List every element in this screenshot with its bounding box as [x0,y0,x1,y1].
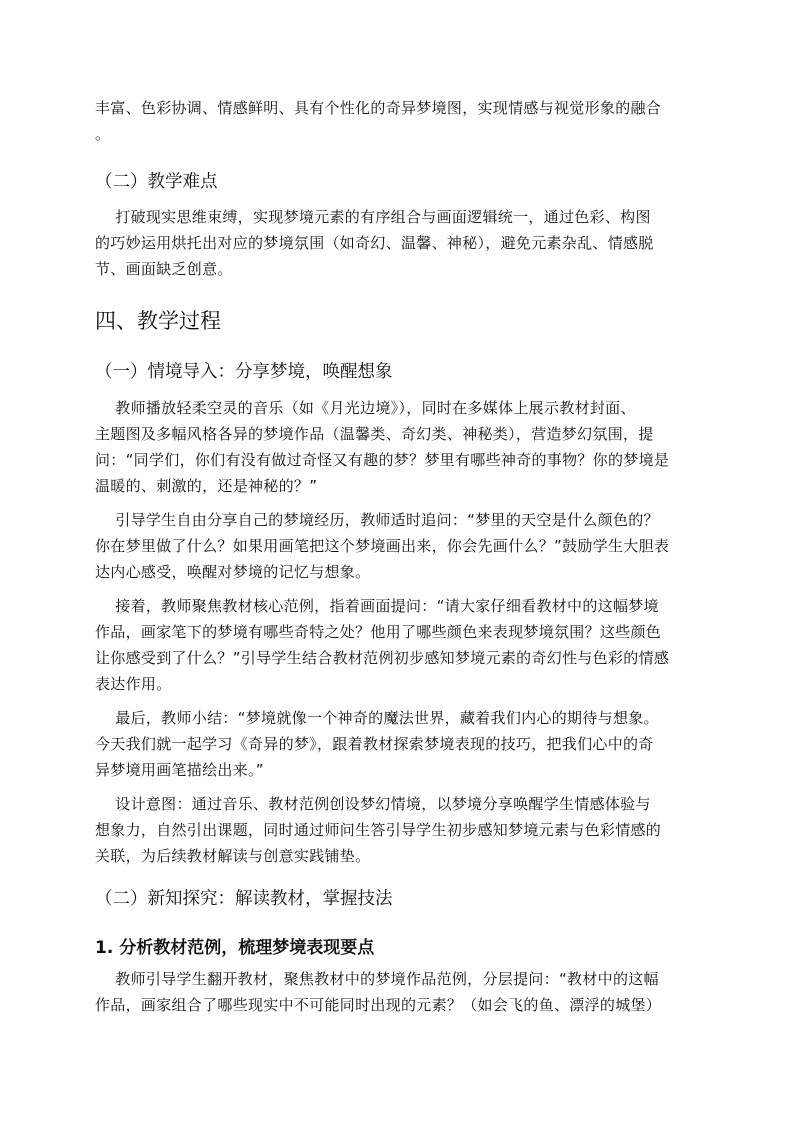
text-line: 。 [95,125,111,143]
heading-analyze-examples: 1. 分析教材范例，梳理梦境表现要点 [95,938,375,958]
paragraph-summary [95,705,705,783]
text-line: 接着，教师聚焦教材核心范例，指着画面提问：“请大家仔细看教材中的这幅梦境 [95,597,659,615]
text-line: 节、画面缺乏创意。 [95,260,233,278]
text-line: 设计意图：通过音乐、教材范例创设梦幻情境，以梦境分享唤醒学生情感体验与 [95,795,651,813]
text-line: 丰富、色彩协调、情感鲜明、具有个性化的奇异梦境图，实现情感与视觉形象的融合 [95,99,662,117]
text-line: 主题图及多幅风格各异的梦境作品（温馨类、奇幻类、神秘类），营造梦幻氛围，提 [95,425,654,443]
text-line: 作品，画家笔下的梦境有哪些奇特之处？他用了哪些颜色来表现梦境氛围？这些颜色 [95,623,662,641]
intro-paragraph [95,95,705,147]
text-line: 异梦境用画笔描绘出来。” [95,761,264,779]
paragraph-music-intro [95,395,705,499]
text-line: 今天我们就一起学习《奇异的梦》，跟着教材探索梦境表现的技巧，把我们心中的奇 [95,735,654,753]
text-line: 的巧妙运用烘托出对应的梦境氛围（如奇幻、温馨、神秘），避免元素杂乱、情感脱 [95,234,654,252]
text-line: 教师引导学生翻开教材，聚焦教材中的梦境作品范例，分层提问：“教材中的这幅 [95,970,659,988]
text-line: 作品，画家组合了哪些现实中不可能同时出现的元素？（如会飞的鱼、漂浮的城堡） [95,996,662,1014]
paragraph-design-intent [95,791,705,869]
paragraph-analyze [95,966,705,1018]
text-line: 达内心感受，唤醒对梦境的记忆与想象。 [95,563,371,581]
text-line: 教师播放轻柔空灵的音乐（如《月光边境》），同时在多媒体上展示教材封面、 [95,399,636,417]
paragraph-share-dreams [95,507,705,585]
text-line: 问：“同学们，你们有没有做过奇怪又有趣的梦？梦里有哪些神奇的事物？你的梦境是 [95,451,670,469]
text-line: 关联，为后续教材解读与创意实践铺垫。 [95,847,371,865]
heading-new-knowledge: （二）新知探究：解读教材，掌握技法 [95,889,393,909]
text-line: 引导学生自由分享自己的梦境经历，教师适时追问：“梦里的天空是什么颜色的？ [95,511,659,529]
text-line: 表达作用。 [95,675,172,693]
heading-situation-intro: （一）情境导入：分享梦境，唤醒想象 [95,362,393,382]
text-line: 最后，教师小结：“梦境就像一个神奇的魔法世界，藏着我们内心的期待与想象。 [95,709,659,727]
text-line: 温暖的、刺激的，还是神秘的？” [95,477,318,495]
text-line: 让你感受到了什么？”引导学生结合教材范例初步感知梦境元素的奇幻性与色彩的情感 [95,649,670,667]
difficulty-paragraph [95,204,705,282]
paragraph-textbook-example [95,593,705,697]
text-line: 想象力，自然引出课题，同时通过师问生答引导学生初步感知梦境元素与色彩情感的 [95,821,662,839]
heading-teaching-process: 四、教学过程 [95,309,221,333]
text-line: 你在梦里做了什么？如果用画笔把这个梦境画出来，你会先画什么？”鼓励学生大胆表 [95,537,670,555]
heading-teaching-difficulty: （二）教学难点 [95,172,218,192]
text-line: 打破现实思维束缚，实现梦境元素的有序组合与画面逻辑统一，通过色彩、构图 [95,208,651,226]
